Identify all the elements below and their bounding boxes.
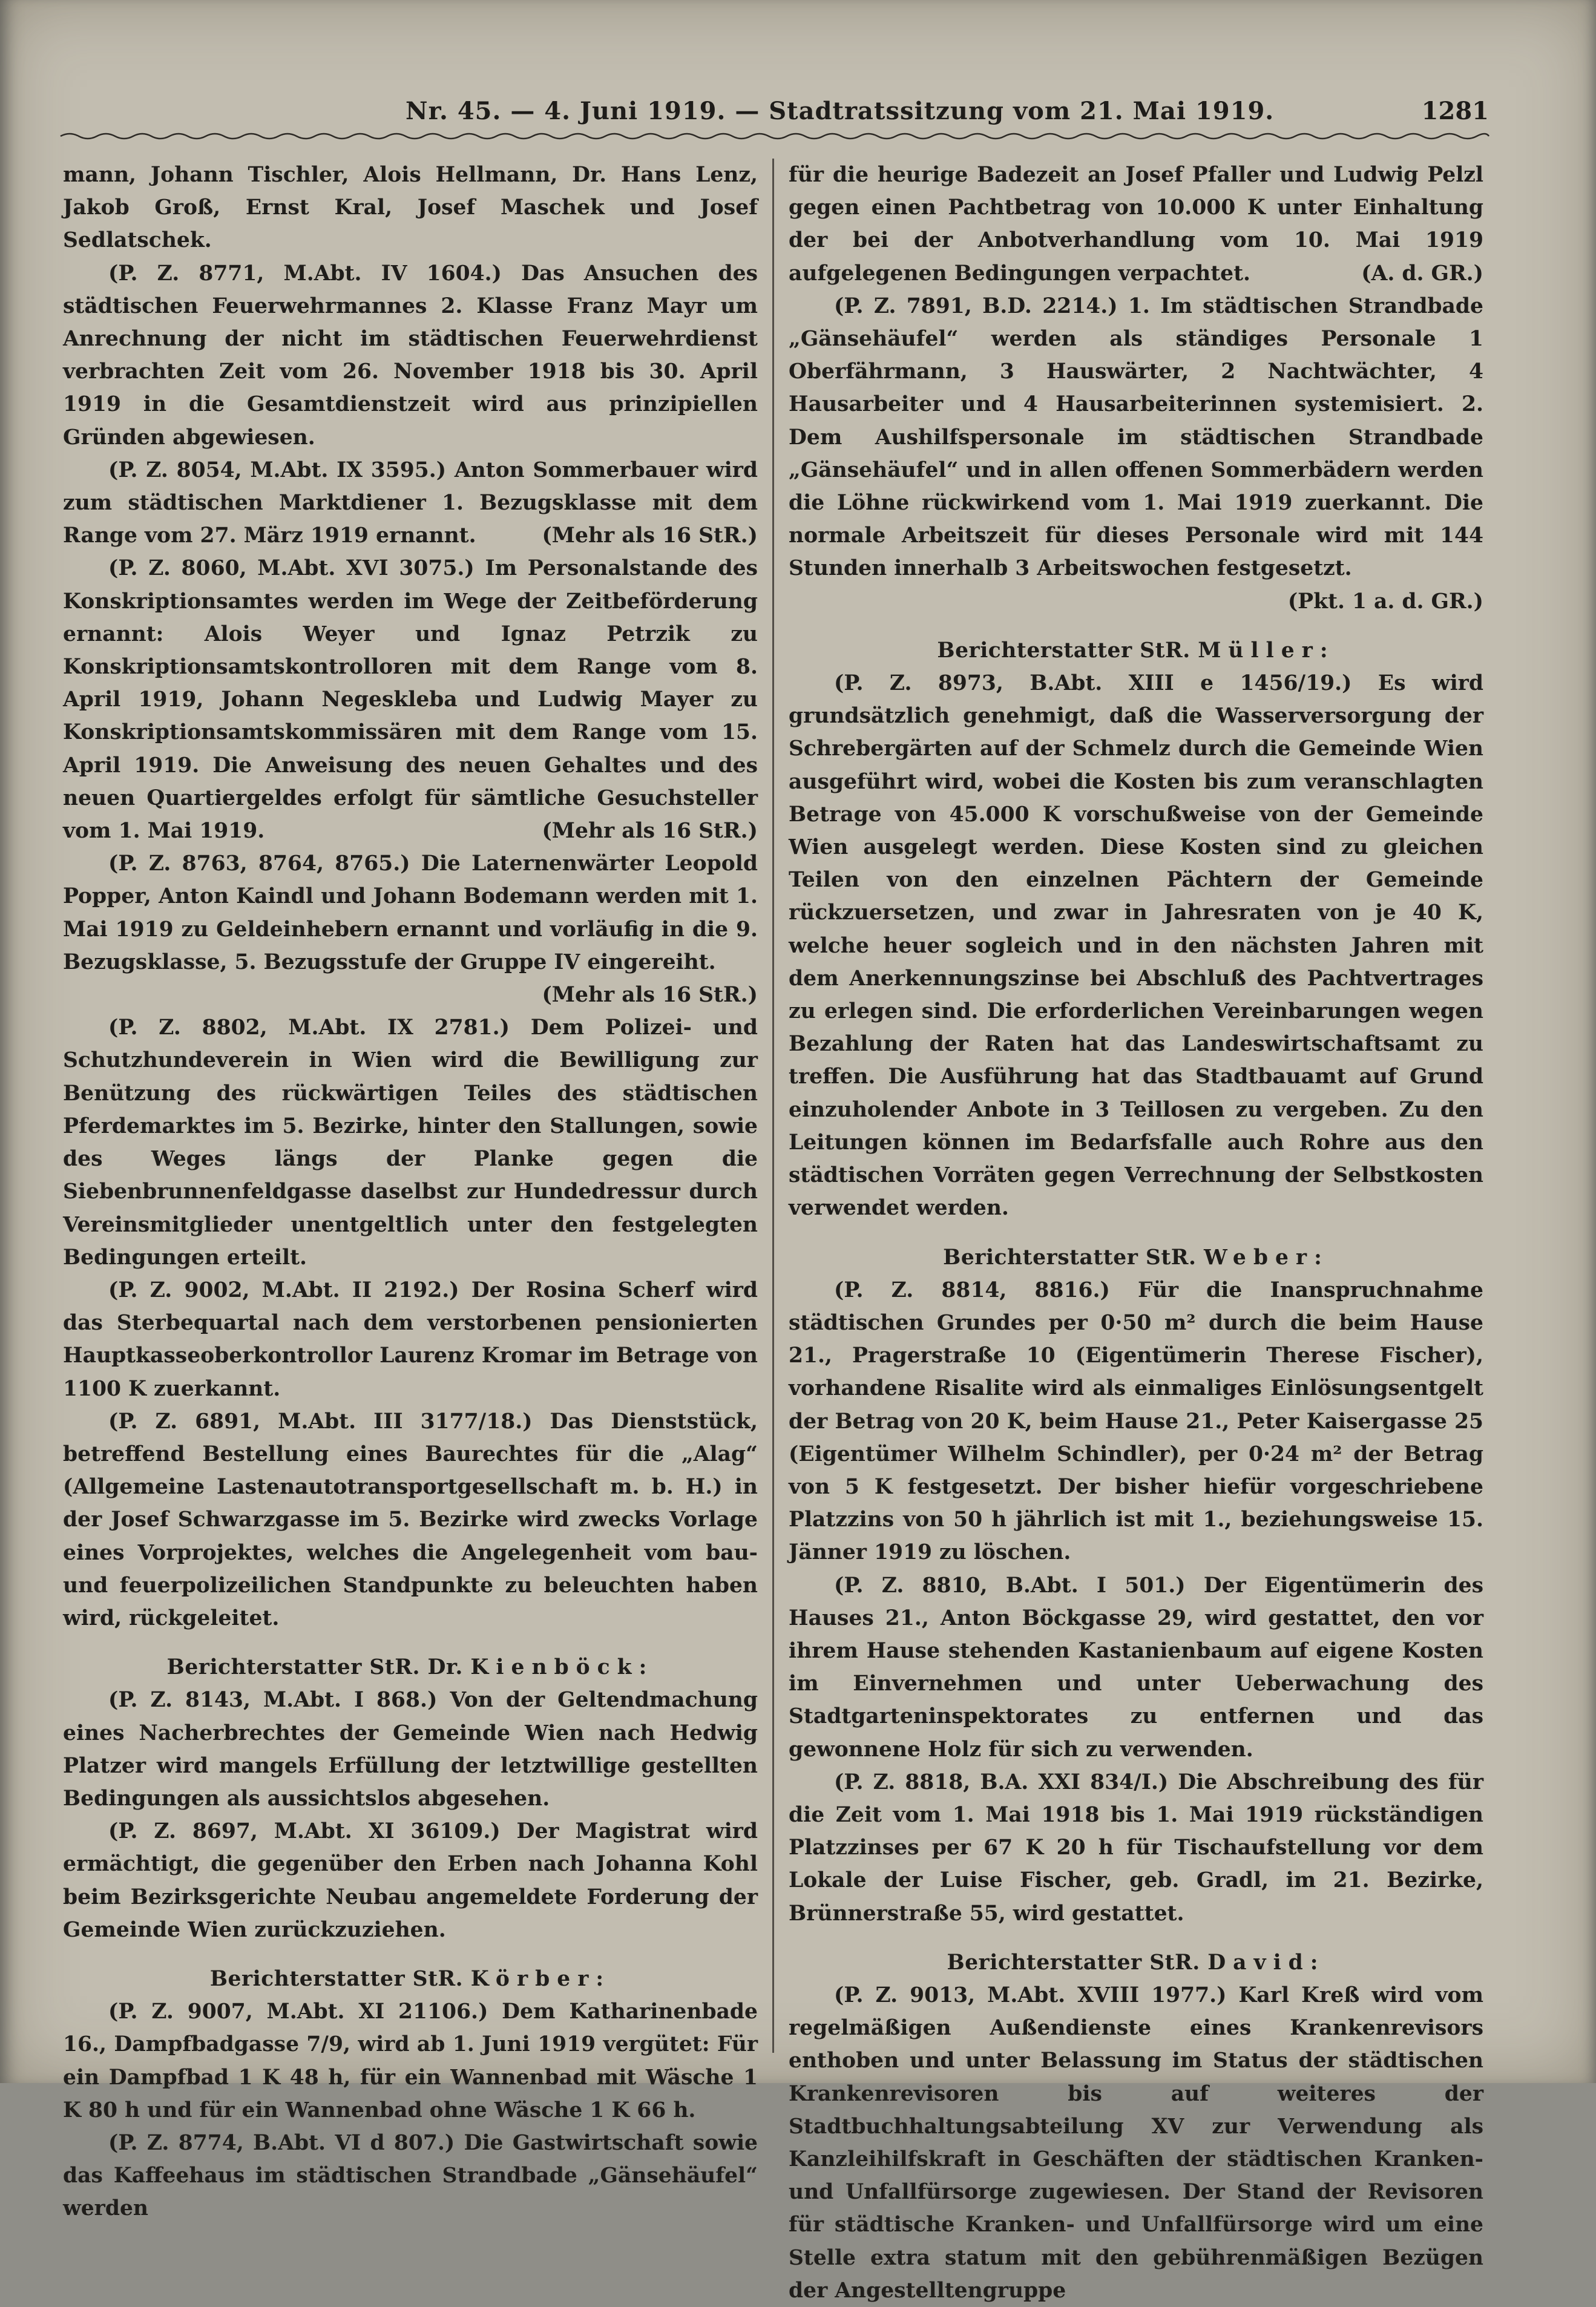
paragraph: (P. Z. 8814, 8816.) Für die Inanspruchnahme städtischen Grundes per 0·50 m² durch die beim Hause 21., Pragerstraße 10 (Eigentümerin Therese Fischer), vorhandene Risalite wird als einmaliges Einlösungsentgelt der Betrag von 20 K, beim Hause 21., Peter Kaisergasse 25 (Eigentümer Wilhelm Schindler), per 0·24 m² der Betrag von 5 K festgesetzt. Der bisher hiefür vorgeschriebene Platzzins von 50 h jährlich ist mit 1., beziehungsweise 15. Jänner 1919 zu löschen. — [789, 1278, 1483, 1565]
paragraph: (P. Z. 8810, B.Abt. I 501.) Der Eigentümerin des Hauses 21., Anton Böckgasse 29, wird gestattet, den vor ihrem Hause stehenden Kastanienbaum auf eigene Kosten im Einvernehmen und unter Ueberwachung des Stadtgarteninspektorates zu entfernen und das gewonnene Holz für sich zu verwenden. — [789, 1573, 1483, 1762]
paragraph-text: (P. Z. 8060, M.Abt. XVI 3075.) Im Personalstande des Konskriptionsamtes werden im Wege der Zeitbeförderung ernannt: Alois Weyer und Ignaz Petrzik zu Konskriptionsamtskontrolloren mit dem Range vom 8. April 1919, Johann Negeskleba und Ludwig Mayer zu Konskriptionsamtskommissären mit dem Range vom 15. April 1919. Die Anweisung des neuen Gehaltes und des neuen Quartiergeldes erfolgt für sämtliche Gesuchsteller vom 1. Mai 1919. — [63, 556, 758, 844]
paragraph: (P. Z. 6891, M.Abt. III 3177/18.) Das Dienststück, betreffend Bestellung eines Baurechtes für die „Alag“ (Allgemeine Lastenautotransportgesellschaft m. b. H.) in der Josef Schwarzgasse im 5. Bezirke wird zwecks Vorlage eines Vorprojektes, welches die Angelegenheit vom bau- und feuerpolizeilichen Standpunkte zu beleuchten haben wird, rückgeleitet. — [63, 1409, 758, 1630]
header-wavy-rule — [61, 130, 1489, 142]
heading-prefix: Berichterstatter StR. — [937, 638, 1198, 663]
heading-prefix: Berichterstatter StR. — [209, 1966, 471, 1991]
heading-prefix: Berichterstatter StR. — [947, 1950, 1208, 1975]
reporter-heading — [789, 634, 1483, 667]
vote-note: (Mehr als 16 StR.) — [542, 523, 758, 548]
vote-note: (Mehr als 16 StR.) — [542, 983, 758, 1008]
right-column — [789, 159, 1483, 2303]
heading-prefix: Berichterstatter StR. Dr. — [166, 1655, 471, 1680]
reporter-heading — [789, 1241, 1483, 1274]
reporter-heading — [63, 1963, 758, 1995]
paragraph: (P. Z. 8774, B.Abt. VI d 807.) Die Gastwirtschaft sowie das Kaffeehaus im städtischen Strandbade „Gänsehäufel“ werden — [63, 2130, 758, 2221]
vote-note: (A. d. GR.) — [1361, 261, 1483, 286]
reporter-heading — [63, 1651, 758, 1684]
paragraph: (P. Z. 8143, M.Abt. I 868.) Von der Geltendmachung eines Nacherbrechtes der Gemeinde Wien nach Hedwig Platzer wird mangels Erfüllung der letztwillige gestellten Bedingungen als aussichtslos abgesehen. — [63, 1688, 758, 1811]
paragraph: (P. Z. 8818, B.A. XXI 834/I.) Die Abschreibung des für die Zeit vom 1. Mai 1918 bis 1. Mai 1919 rückständigen Platzzinses per 67 K 20 h für Tischaufstellung vor dem Lokale der Luise Fischer, geb. Gradl, im 21. Bezirke, Brünnerstraße 55, wird gestattet. — [789, 1770, 1483, 1926]
paragraph-text: für die heurige Badezeit an Josef Pfaller und Ludwig Pelzl gegen einen Pachtbetrag von 10.000 K unter Einhaltung der bei der Anbotverhandlung vom 10. Mai 1919 aufgelegenen Bedingungen verpachtet. — [789, 163, 1483, 286]
page-number: 1281 — [1421, 97, 1489, 125]
paragraph: (P. Z. 8973, B.Abt. XIII e 1456/19.) Es wird grundsätzlich genehmigt, daß die Wasserversorgung der Schrebergärten auf der Schmelz durch die Gemeinde Wien ausgeführt wird, wobei die Kosten bis zum veranschlagten Betrage von 45.000 K vorschußweise von der Gemeinde Wien ausgelegt werden. Diese Kosten sind zu gleichen Teilen von den einzelnen Pächtern der Gemeinde rückzuersetzen, und zwar in Jahresraten von je 40 K, welche heuer sogleich und in den nächsten Jahren mit dem Anerkennungszinse bei Abschluß des Pachtvertrages zu erlegen sind. Die erforderlichen Vereinbarungen wegen Bezahlung der Raten hat das Landeswirtschaftsamt zu treffen. Die Ausführung hat das Stadtbauamt auf Grund einzuholender Anbote in 3 Teillosen zu vergeben. Zu den Leitungen können im Bedarfsfalle auch Rohre aus den städtischen Vorräten gegen Verrechnung der Selbstkosten verwendet werden. — [789, 671, 1483, 1221]
paragraph: (P. Z. 8763, 8764, 8765.) Die Laternenwärter Leopold Popper, Anton Kaindl und Johann Bodemann werden mit 1. Mai 1919 zu Geldeinhebern ernannt und vorläufig in die 9. Bezugsklasse, 5. Bezugsstufe der Gruppe IV eingereiht. — [63, 852, 758, 974]
vote-note: (Pkt. 1 a. d. GR.) — [1287, 589, 1483, 614]
page-header — [79, 91, 1489, 133]
paragraph: (P. Z. 9007, M.Abt. XI 21106.) Dem Katharinenbade 16., Dampfbadgasse 7/9, wird ab 1. Juni 1919 vergütet: Für ein Dampfbad 1 K 48 h, für ein Wannenbad mit Wäsche 1 K 80 h und für ein Wannenbad ohne Wäsche 1 K 66 h. — [63, 2000, 758, 2122]
paragraph-text: (P. Z. 7891, B.D. 2214.) 1. Im städtischen Strandbade „Gänsehäufel“ werden als ständiges Personale 1 Oberfährmann, 3 Hauswärter, 2 Nachtwächter, 4 Hausarbeiter und 4 Hausarbeiterinnen systemisiert. 2. Dem Aushilfspersonale im städtischen Strandbade „Gänsehäufel“ und in allen offenen Sommerbädern werden die Löhne rückwirkend vom 1. Mai 1919 zuerkannt. Die normale Arbeitszeit für dieses Personale wird mit 144 Stunden innerhalb 3 Arbeitswochen festgesetzt. — [789, 294, 1483, 581]
paragraph: (P. Z. 9002, M.Abt. II 2192.) Der Rosina Scherf wird das Sterbequartal nach dem verstorbenen pensionierten Hauptkasseoberkontrollor Laurenz Kromar im Betrage von 1100 K zuerkannt. — [63, 1278, 758, 1401]
reporter-heading — [789, 1946, 1483, 1979]
left-column — [63, 159, 758, 2221]
paragraph — [63, 454, 758, 553]
heading-prefix: Berichterstatter StR. — [943, 1245, 1204, 1270]
vote-note: (Mehr als 16 StR.) — [542, 819, 758, 844]
reporter-name: Müller: — [1198, 638, 1335, 663]
reporter-name: Körber: — [470, 1966, 611, 1991]
paragraph: mann, Johann Tischler, Alois Hellmann, Dr. Hans Lenz, Jakob Groß, Ernst Kral, Josef Maschek und Josef Sedlatschek. — [63, 163, 758, 253]
reporter-name: Kienböck: — [470, 1655, 654, 1680]
paragraph: (P. Z. 8697, M.Abt. XI 36109.) Der Magistrat wird ermächtigt, die gegenüber den Erben nach Johanna Kohl beim Bezirksgerichte Neubau angemeldete Forderung der Gemeinde Wien zurückzuziehen. — [63, 1819, 758, 1942]
paragraph-text: (P. Z. 8054, M.Abt. IX 3595.) Anton Sommerbauer wird zum städtischen Marktdiener 1. Bezugsklasse mit dem Range vom 27. März 1919 ernannt. — [63, 458, 758, 548]
paragraph — [789, 290, 1483, 618]
paragraph — [789, 159, 1483, 290]
column-divider — [772, 159, 774, 2053]
reporter-name: David: — [1207, 1950, 1325, 1975]
paragraph: (P. Z. 9013, M.Abt. XVIII 1977.) Karl Kreß wird vom regelmäßigen Außendienste eines Krankenrevisors enthoben und unter Belassung im Status der städtischen Krankenrevisoren bis auf weiteres der Stadtbuchhaltungsabteilung XV zur Verwendung als Kanzleihilfskraft in Geschäften der städtischen Kranken- und Unfallfürsorge zugewiesen. Der Stand der Revisoren für städtische Kranken- und Unfallfürsorge wird um eine Stelle extra statum mit den gebührenmäßigen Bezügen der Angestelltengruppe — [789, 1983, 1483, 2303]
paragraph: (P. Z. 8802, M.Abt. IX 2781.) Dem Polizei- und Schutzhundeverein in Wien wird die Bewilligung zur Benützung des rückwärtigen Teiles des städtischen Pferdemarktes im 5. Bezirke, hinter den Stallungen, sowie des Weges längs der Planke gegen die Siebenbrunnenfeldgasse daselbst zur Hundedressur durch Vereinsmitglieder unentgeltlich unter den festgelegten Bedingungen erteilt. — [63, 1016, 758, 1270]
paragraph: (P. Z. 8771, M.Abt. IV 1604.) Das Ansuchen des städtischen Feuerwehrmannes 2. Klasse Franz Mayr um Anrechnung der nicht im städtischen Feuerwehrdienst verbrachten Zeit vom 26. November 1918 bis 30. April 1919 in die Gesamtdienstzeit wird aus prinzipiellen Gründen abgewiesen. — [63, 261, 758, 450]
paragraph — [63, 552, 758, 847]
header-title: Nr. 45. — 4. Juni 1919. — Stadtratssitzung vom 21. Mai 1919. — [406, 97, 1275, 125]
reporter-name: Weber: — [1203, 1245, 1329, 1270]
